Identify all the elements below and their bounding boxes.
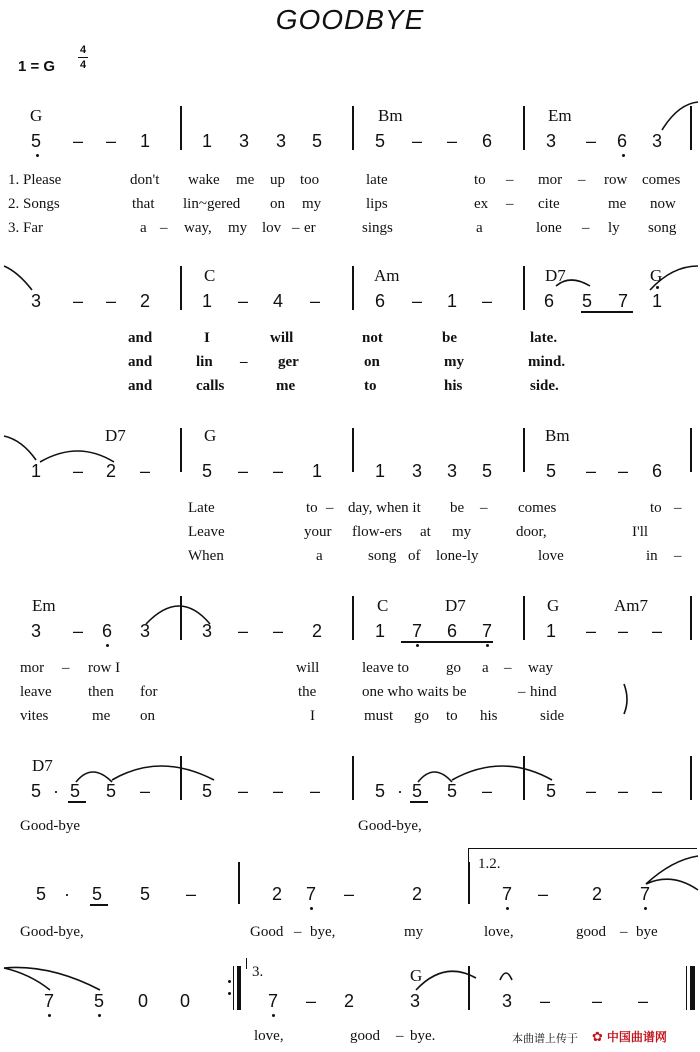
note-number: 5 <box>202 461 213 481</box>
note-dash: – <box>306 991 317 1011</box>
note-number: 5 <box>482 461 493 481</box>
lyric-syllable: be <box>450 500 465 516</box>
note-dash: – <box>447 131 458 151</box>
lyric-syllable: mind. <box>528 354 566 370</box>
lyric-syllable: song <box>648 220 677 236</box>
lyric-syllable: and <box>128 330 153 346</box>
lyric-syllable: too <box>300 172 320 188</box>
note-number: 5 <box>447 781 458 801</box>
note-number: 7 <box>306 884 317 904</box>
chord-symbol: Bm <box>545 426 570 445</box>
chord-symbol: G <box>410 966 423 985</box>
lyric-syllable: – <box>160 220 168 236</box>
time-signature-upper: 4 <box>79 44 87 56</box>
key-signature: 1 = G <box>18 58 56 75</box>
lyric-syllable: lov <box>262 220 282 236</box>
lyric-syllable: Good-bye, <box>20 924 84 940</box>
lyric-syllable: on <box>364 354 380 370</box>
lyric-syllable: don't <box>130 172 160 188</box>
site-logo-text: 中国曲谱网 <box>606 1030 667 1044</box>
lyric-syllable: – <box>582 220 590 236</box>
note-number: 2 <box>140 291 151 311</box>
note-dash: – <box>238 621 249 641</box>
note-number: 2 <box>106 461 117 481</box>
note-dash: – <box>592 991 603 1011</box>
chord-symbol: G <box>30 106 43 125</box>
volta-label: 1.2. <box>478 856 501 872</box>
lyric-syllable: – <box>240 354 248 370</box>
lyric-syllable: to <box>474 172 486 188</box>
lyric-syllable: of <box>408 548 421 564</box>
note-dash: – <box>106 131 117 151</box>
chord-symbol: Bm <box>378 106 403 125</box>
lyric-syllable: side <box>540 708 565 724</box>
note-dash: – <box>586 621 597 641</box>
lyric-syllable: comes <box>642 172 681 188</box>
note-number: 5 <box>94 991 105 1011</box>
chord-symbol: D7 <box>32 756 53 775</box>
lyric-syllable: mor <box>538 172 563 188</box>
lyric-syllable: – <box>506 172 514 188</box>
lyric-syllable: bye. <box>410 1028 436 1044</box>
lyric-syllable: cite <box>538 196 560 212</box>
note-dash: – <box>586 131 597 151</box>
note-number: 3 <box>546 131 557 151</box>
chord-symbol: D7 <box>545 266 566 285</box>
note-number: 1 <box>375 621 386 641</box>
note-number: 1 <box>312 461 323 481</box>
note-number: 3 <box>31 291 42 311</box>
note-dash: – <box>273 621 284 641</box>
chord-symbol: G <box>204 426 217 445</box>
note-number: 3 <box>410 991 421 1011</box>
lyric-syllable: at <box>420 524 431 540</box>
lyric-syllable: – <box>504 660 512 676</box>
lyric-syllable: vites <box>20 708 49 724</box>
note-dash: – <box>412 291 423 311</box>
chord-symbol: Am7 <box>614 596 648 615</box>
lyric-syllable: row <box>604 172 628 188</box>
lyric-syllable: – <box>396 1028 404 1044</box>
note-number: 5 <box>375 131 386 151</box>
note-number: 2 <box>312 621 323 641</box>
lyric-syllable: late <box>366 172 388 188</box>
lyric-syllable: lin <box>196 354 213 370</box>
lyric-syllable: – <box>62 660 70 676</box>
note-number: 6 <box>617 131 628 151</box>
lyric-syllable: my <box>302 196 322 212</box>
lyric-syllable: his <box>444 378 463 394</box>
lyric-syllable: When <box>188 548 224 564</box>
note-number: · <box>64 884 70 904</box>
lyric-syllable: a <box>140 220 147 236</box>
lyric-syllable: 3. Far <box>8 220 43 236</box>
note-dash: – <box>586 781 597 801</box>
note-number: 5 <box>546 461 557 481</box>
note-number: 1 <box>652 291 663 311</box>
lyric-syllable: a <box>476 220 483 236</box>
note-number: 0 <box>138 991 149 1011</box>
lyric-syllable: calls <box>196 378 225 394</box>
lyric-syllable: 2. Songs <box>8 196 60 212</box>
note-number: 5 <box>36 884 47 904</box>
lyric-syllable: lone <box>536 220 562 236</box>
lyric-syllable: my <box>228 220 248 236</box>
lyric-syllable: to <box>446 708 458 724</box>
note-number: 5 <box>31 781 42 801</box>
lyric-syllable: leave <box>20 684 52 700</box>
note-number: 5 <box>92 884 103 904</box>
note-dash: – <box>344 884 355 904</box>
lyric-syllable: me <box>92 708 111 724</box>
note-dash: – <box>412 131 423 151</box>
lyric-syllable: row I <box>88 660 121 676</box>
chord-symbol: D7 <box>105 426 126 445</box>
note-number: 5 <box>106 781 117 801</box>
lyric-syllable: for <box>140 684 158 700</box>
note-dash: – <box>586 461 597 481</box>
note-number: · <box>53 781 59 801</box>
note-number: 7 <box>44 991 55 1011</box>
chord-symbol: C <box>204 266 216 285</box>
lyric-syllable: will <box>296 660 320 676</box>
lyric-syllable: me <box>608 196 627 212</box>
note-dash: – <box>73 621 84 641</box>
note-number: 1 <box>202 291 213 311</box>
lyric-syllable: one who waits be <box>362 684 467 700</box>
lyric-syllable: – <box>292 220 300 236</box>
note-number: 1 <box>447 291 458 311</box>
note-dash: – <box>482 781 493 801</box>
lyric-syllable: Late <box>188 500 215 516</box>
lyric-syllable: hind <box>530 684 557 700</box>
note-number: 1 <box>546 621 557 641</box>
note-number: 7 <box>482 621 493 641</box>
lyric-syllable: me <box>236 172 255 188</box>
note-dash: – <box>538 884 549 904</box>
note-dash: – <box>140 781 151 801</box>
lyric-syllable: I <box>310 708 315 724</box>
lyric-syllable: lips <box>366 196 388 212</box>
note-number: 1 <box>31 461 42 481</box>
note-dash: – <box>73 461 84 481</box>
lyric-syllable: on <box>270 196 285 212</box>
note-number: 1 <box>140 131 151 151</box>
note-number: 3 <box>202 621 213 641</box>
note-number: 2 <box>344 991 355 1011</box>
note-number: 3 <box>140 621 151 641</box>
lyric-syllable: the <box>298 684 317 700</box>
lyric-syllable: go <box>446 660 461 676</box>
lyric-syllable: bye <box>636 924 658 940</box>
lyric-syllable: – <box>674 500 682 516</box>
note-number: 3 <box>412 461 423 481</box>
lyric-syllable: song <box>368 548 397 564</box>
chord-symbol: Am <box>374 266 400 285</box>
lyric-syllable: in <box>646 548 658 564</box>
note-number: 3 <box>239 131 250 151</box>
note-number: 2 <box>272 884 283 904</box>
note-dash: – <box>186 884 197 904</box>
lyric-syllable: his <box>480 708 498 724</box>
lyric-syllable: a <box>316 548 323 564</box>
note-number: 5 <box>582 291 593 311</box>
note-number: 0 <box>180 991 191 1011</box>
lyric-syllable: must <box>364 708 394 724</box>
chord-symbol: Em <box>548 106 572 125</box>
lyric-syllable: door, <box>516 524 547 540</box>
note-number: 6 <box>544 291 555 311</box>
lyric-syllable: side. <box>530 378 559 394</box>
lyric-syllable: love, <box>484 924 514 940</box>
note-number: 6 <box>447 621 458 641</box>
note-number: 3 <box>447 461 458 481</box>
lyric-syllable: comes <box>518 500 557 516</box>
lyric-syllable: on <box>140 708 155 724</box>
lyric-syllable: up <box>270 172 285 188</box>
note-number: 5 <box>375 781 386 801</box>
chord-symbol: Em <box>32 596 56 615</box>
lyric-syllable: love <box>538 548 564 564</box>
lyric-syllable: a <box>482 660 489 676</box>
lyric-syllable: sings <box>362 220 393 236</box>
note-dash: – <box>273 461 284 481</box>
lyric-syllable: will <box>270 330 294 346</box>
note-dash: – <box>310 291 321 311</box>
lyric-syllable: I <box>204 330 210 346</box>
lyric-syllable: then <box>88 684 114 700</box>
lyric-syllable: – <box>674 548 682 564</box>
note-number: 2 <box>592 884 603 904</box>
lyric-syllable: ly <box>608 220 620 236</box>
note-dash: – <box>238 781 249 801</box>
note-number: 3 <box>502 991 513 1011</box>
note-dash: – <box>106 291 117 311</box>
lyric-syllable: lone-ly <box>436 548 479 564</box>
lyric-syllable: – <box>326 500 334 516</box>
lyric-syllable: not <box>362 330 383 346</box>
lyric-syllable: me <box>276 378 296 394</box>
note-number: 3 <box>276 131 287 151</box>
note-number: 1 <box>202 131 213 151</box>
lyric-syllable: and <box>128 378 153 394</box>
note-dash: – <box>238 291 249 311</box>
lyric-syllable: go <box>414 708 429 724</box>
lyric-syllable: way, <box>184 220 212 236</box>
lyric-syllable: flow-ers <box>352 524 402 540</box>
lyric-syllable: – <box>620 924 628 940</box>
site-logo[interactable] <box>592 1028 667 1046</box>
note-number: 6 <box>652 461 663 481</box>
note-number: 3 <box>652 131 663 151</box>
note-number: 6 <box>375 291 386 311</box>
lyric-syllable: – <box>578 172 586 188</box>
note-number: 7 <box>502 884 513 904</box>
song-title: GOODBYE <box>275 4 425 35</box>
lyric-syllable: to <box>650 500 662 516</box>
lyric-syllable: – <box>506 196 514 212</box>
note-number: 5 <box>70 781 81 801</box>
note-number: 7 <box>640 884 651 904</box>
lyric-syllable: leave to <box>362 660 410 676</box>
lyric-syllable: good <box>576 924 606 940</box>
note-number: 5 <box>202 781 213 801</box>
note-dash: – <box>540 991 551 1011</box>
lyric-syllable: ex <box>474 196 489 212</box>
note-dash: – <box>652 621 663 641</box>
note-number: 5 <box>412 781 423 801</box>
lyric-syllable: lin~gered <box>183 196 241 212</box>
chord-symbol: G <box>650 266 663 285</box>
lyric-syllable: late. <box>530 330 558 346</box>
note-dash: – <box>73 131 84 151</box>
note-dash: – <box>618 621 629 641</box>
note-number: 5 <box>312 131 323 151</box>
lyric-syllable: my <box>452 524 472 540</box>
note-dash: – <box>140 461 151 481</box>
note-number: 4 <box>273 291 284 311</box>
note-dash: – <box>238 461 249 481</box>
note-number: 5 <box>31 131 42 151</box>
volta-label: 3. <box>252 964 264 980</box>
lyric-syllable: bye, <box>310 924 336 940</box>
note-number: 7 <box>412 621 423 641</box>
lyric-syllable: that <box>132 196 155 212</box>
lyric-syllable: and <box>128 354 153 370</box>
lyric-syllable: – <box>480 500 488 516</box>
lyric-syllable: now <box>650 196 676 212</box>
lyric-syllable: to <box>306 500 318 516</box>
lyric-syllable: Good-bye, <box>358 818 422 834</box>
lyric-syllable: er <box>304 220 316 236</box>
note-dash: – <box>310 781 321 801</box>
time-signature-lower: 4 <box>79 59 87 71</box>
note-dash: – <box>618 781 629 801</box>
lyric-syllable: Good <box>250 924 284 940</box>
upload-note: 本曲谱上传于 <box>512 1032 578 1045</box>
lyric-syllable: love, <box>254 1028 284 1044</box>
lyric-syllable: Good-bye <box>20 818 80 834</box>
lyric-syllable: my <box>444 354 464 370</box>
note-dash: – <box>482 291 493 311</box>
lyric-syllable: day, when it <box>348 500 421 516</box>
lyric-syllable: your <box>304 524 332 540</box>
lyric-syllable: mor <box>20 660 45 676</box>
note-number: 1 <box>375 461 386 481</box>
note-number: 6 <box>102 621 113 641</box>
lyric-syllable: – <box>294 924 302 940</box>
lyric-syllable: 1. Please <box>8 172 62 188</box>
logo-icon: ✿ <box>592 1030 603 1045</box>
note-number: 3 <box>31 621 42 641</box>
lyric-syllable: – <box>518 684 526 700</box>
note-dash: – <box>73 291 84 311</box>
note-number: 2 <box>412 884 423 904</box>
lyric-syllable: ger <box>278 354 299 370</box>
lyric-syllable: wake <box>188 172 220 188</box>
note-number: 6 <box>482 131 493 151</box>
note-dash: – <box>618 461 629 481</box>
note-number: 7 <box>618 291 629 311</box>
lyric-syllable: my <box>404 924 424 940</box>
chord-symbol: G <box>547 596 560 615</box>
lyric-syllable: be <box>442 330 457 346</box>
note-dash: – <box>638 991 649 1011</box>
lyric-syllable: good <box>350 1028 380 1044</box>
lyric-syllable: I'll <box>632 524 649 540</box>
lyric-syllable: Leave <box>188 524 225 540</box>
note-number: 7 <box>268 991 279 1011</box>
note-number: 5 <box>546 781 557 801</box>
note-dash: – <box>273 781 284 801</box>
chord-symbol: D7 <box>445 596 466 615</box>
note-number: · <box>397 781 403 801</box>
lyric-syllable: to <box>364 378 377 394</box>
note-number: 5 <box>140 884 151 904</box>
chord-symbol: C <box>377 596 389 615</box>
note-dash: – <box>652 781 663 801</box>
lyric-syllable: way <box>528 660 553 676</box>
